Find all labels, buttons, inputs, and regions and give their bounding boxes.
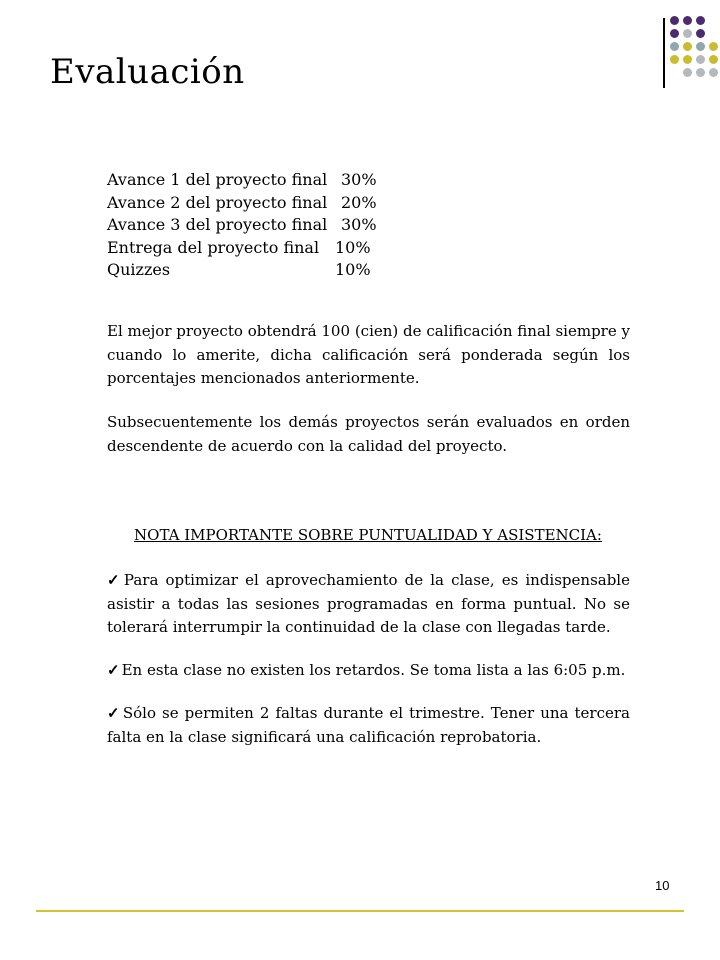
paragraph-subsequent: Subsecuentemente los demás proyectos serán evaluados en orden descendente de acuerdo con la calidad del proyecto.: [107, 413, 630, 455]
grade-percent: 10%: [335, 260, 371, 279]
page-title: Evaluación: [50, 52, 245, 92]
note-heading: NOTA IMPORTANTE SOBRE PUNTUALIDAD Y ASISTENCIA:: [134, 526, 602, 544]
grade-name: Quizzes: [107, 260, 171, 279]
grade-row: [107, 237, 377, 260]
grade-name: Avance 3 del proyecto final: [107, 215, 328, 234]
note-item: [107, 659, 630, 683]
decorative-dot-grid: [670, 16, 720, 80]
grade-row: [107, 192, 377, 215]
note-item: [107, 569, 630, 640]
note-item-text: En esta clase no existen los retardos. Se toma lista a las 6:05 p.m.: [121, 661, 626, 679]
grade-name: Avance 2 del proyecto final: [107, 192, 328, 212]
grade-name: Avance 1 del proyecto final: [107, 170, 328, 189]
grade-percent: 20%: [341, 192, 377, 212]
grade-name: Entrega del proyecto final: [107, 237, 320, 257]
note-item-text: Para optimizar el aprovechamiento de la clase, es indispensable asistir a todas las sesiones programadas en forma puntual. No se tolerará interrumpir la continuidad de la clase con llegadas tarde.: [107, 571, 630, 636]
grade-row: [107, 169, 377, 192]
note-item: [107, 702, 630, 749]
grade-percent: 30%: [341, 170, 377, 189]
grade-percent: 10%: [335, 237, 371, 257]
footer-divider: [36, 910, 684, 912]
checkmark-icon: ✓: [107, 571, 122, 589]
checkmark-icon: ✓: [107, 661, 120, 679]
paragraph-best-project: El mejor proyecto obtendrá 100 (cien) de calificación final siempre y cuando lo amerite, dicha calificación será ponderada según los porcentajes mencionados anteriormente.: [107, 322, 630, 387]
grade-percent: 30%: [341, 215, 377, 234]
decorative-divider: [663, 18, 665, 88]
grade-row: [107, 214, 377, 237]
note-item-text: Sólo se permiten 2 faltas durante el trimestre. Tener una tercera falta en la clase significará una calificación reprobatoria.: [107, 704, 630, 746]
checkmark-icon: ✓: [107, 704, 121, 722]
grade-row: [107, 259, 377, 282]
grade-breakdown: [107, 169, 377, 282]
page-number: 10: [655, 878, 670, 893]
